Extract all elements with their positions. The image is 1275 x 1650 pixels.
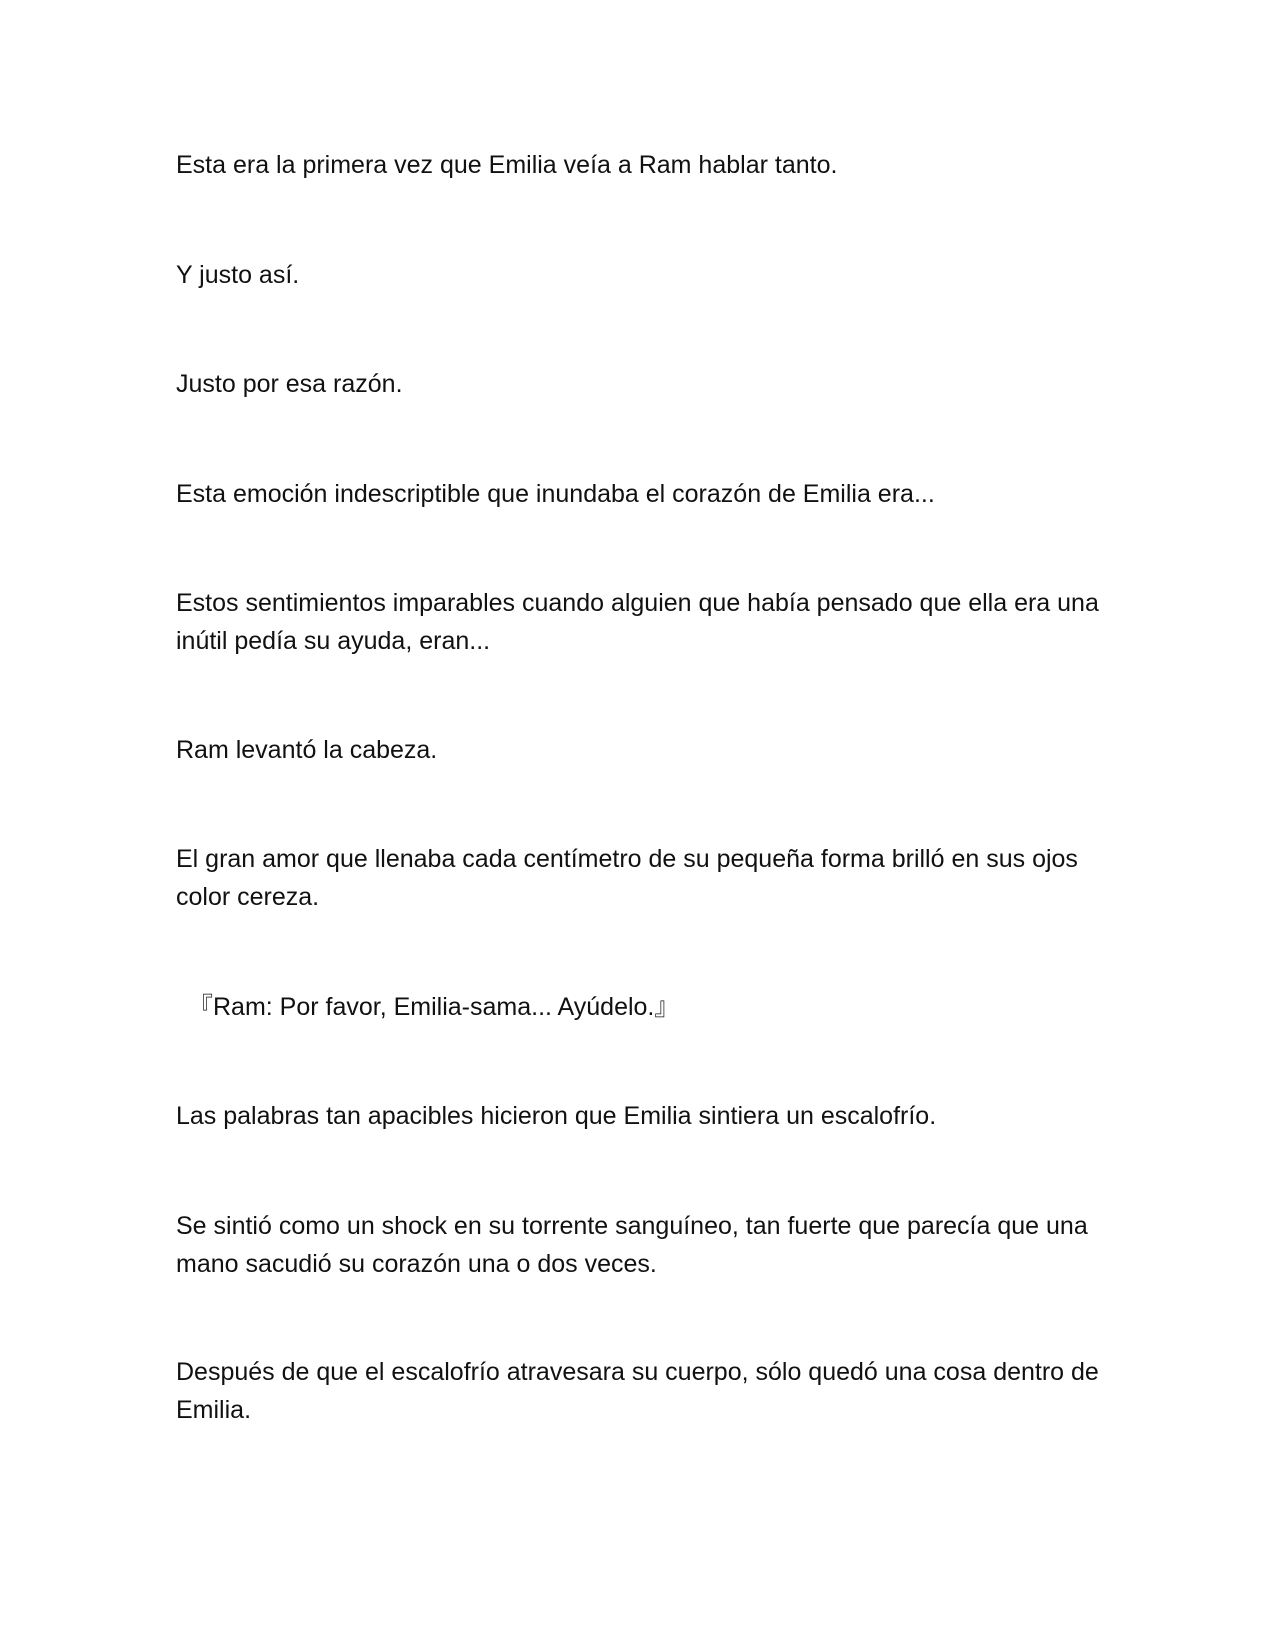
paragraph-4: Esta emoción indescriptible que inundaba el corazón de Emilia era... — [176, 480, 935, 508]
paragraph-2: Y justo así. — [176, 261, 300, 289]
dialogue-line: 『Ram: Por favor, Emilia-sama... Ayúdelo.』 — [188, 993, 680, 1021]
paragraph-6: Ram levantó la cabeza. — [176, 736, 438, 764]
paragraph-1: Esta era la primera vez que Emilia veía a Ram hablar tanto. — [176, 151, 838, 179]
paragraph-10: Se sintió como un shock en su torrente sanguíneo, tan fuerte que parecía que una mano sacudió su corazón una o dos veces. — [176, 1212, 1088, 1278]
paragraph-7: El gran amor que llenaba cada centímetro de su pequeña forma brilló en sus ojos color cereza. — [176, 845, 1078, 911]
paragraph-11: Después de que el escalofrío atravesara su cuerpo, sólo quedó una cosa dentro de Emilia. — [176, 1358, 1099, 1424]
paragraph-3: Justo por esa razón. — [176, 370, 403, 398]
paragraph-5: Estos sentimientos imparables cuando alguien que había pensado que ella era una inútil pedía su ayuda, eran... — [176, 589, 1099, 655]
paragraph-9: Las palabras tan apacibles hicieron que Emilia sintiera un escalofrío. — [176, 1102, 937, 1130]
